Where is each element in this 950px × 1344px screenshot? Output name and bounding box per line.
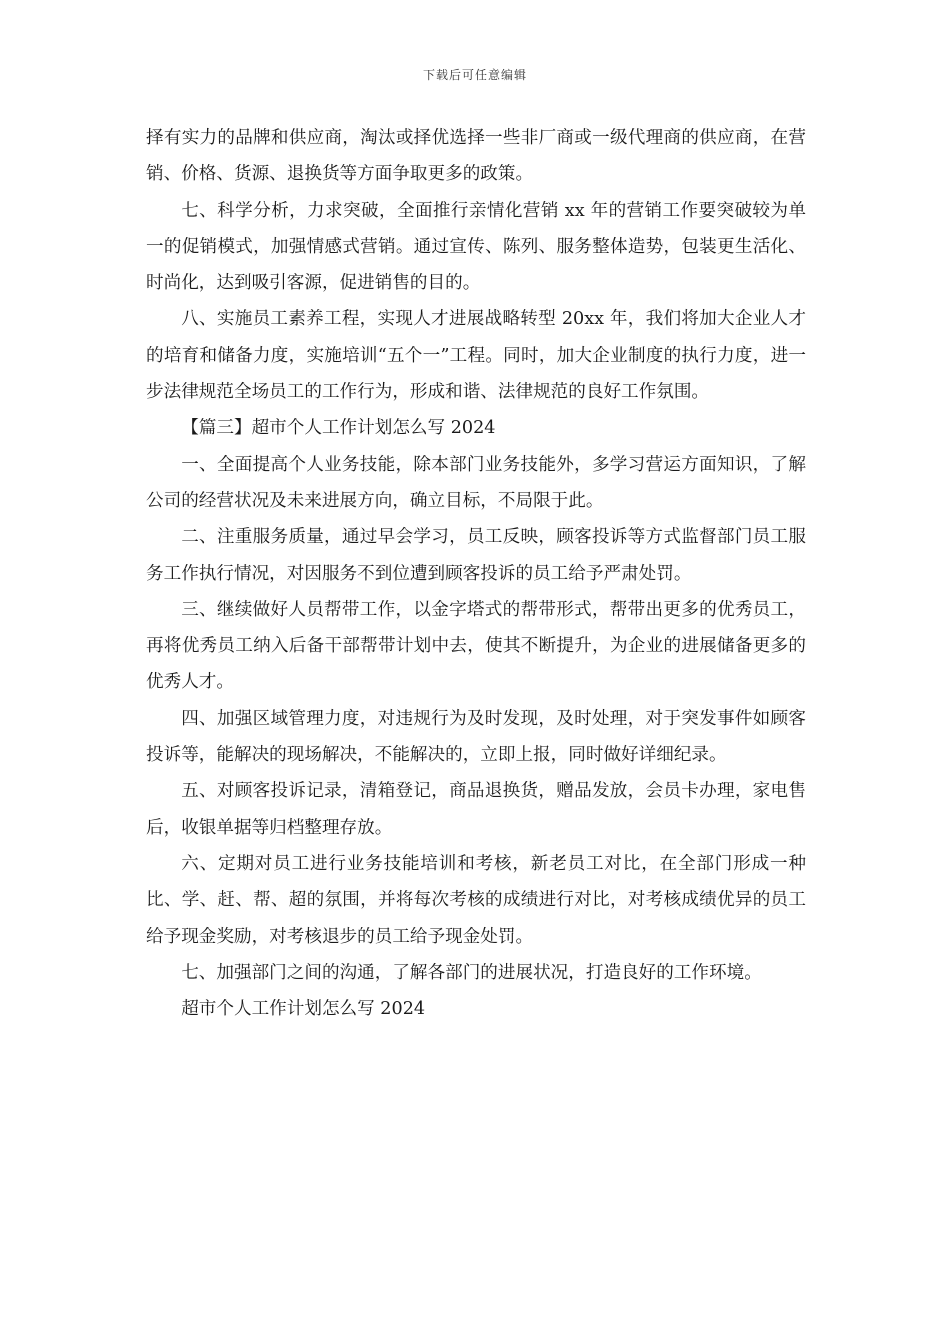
paragraph-continuation: 择有实力的品牌和供应商，淘汰或择优选择一些非厂商或一级代理商的供应商，在营销、价格、货源、退换货等方面争取更多的政策。: [146, 128, 806, 185]
paragraph-item-6: 六、定期对员工进行业务技能培训和考核，新老员工对比，在全部门形成一种比、学、赶、帮、超的氛围，并将每次考核的成绩进行对比，对考核成绩优异的员工给予现金奖励，对考核退步的员工给予现金处罚。: [146, 853, 806, 947]
header-note: 下载后可任意编辑: [422, 68, 527, 82]
paragraph-item-4: 四、加强区域管理力度，对违规行为及时发现，及时处理，对于突发事件如顾客投诉等，能解决的现场解决，不能解决的，立即上报，同时做好详细纪录。: [146, 708, 806, 766]
paragraph-item-2: 二、注重服务质量，通过早会学习，员工反映，顾客投诉等方式监督部门员工服务工作执行情况，对因服务不到位遭到顾客投诉的员工给予严肃处罚。: [146, 527, 806, 584]
closing-title: 超市个人工作计划怎么写 2024: [181, 999, 426, 1020]
paragraph-item-5: 五、对顾客投诉记录，清箱登记，商品退换货，赠品发放，会员卡办理，家电售后，收银单据等归档整理存放。: [146, 781, 806, 838]
paragraph-item-3: 三、继续做好人员帮带工作，以金字塔式的帮带形式，帮带出更多的优秀员工，再将优秀员工纳入后备干部帮带计划中去，使其不断提升，为企业的进展储备更多的优秀人才。: [146, 599, 806, 693]
paragraph-item-1: 一、全面提高个人业务技能，除本部门业务技能外，多学习营运方面知识，了解公司的经营状况及未来进展方向，确立目标，不局限于此。: [146, 454, 806, 511]
paragraph-section-7: 七、科学分析，力求突破，全面推行亲情化营销 xx 年的营销工作要突破较为单一的促销模式，加强情感式营销。通过宣传、陈列、服务整体造势，包装更生活化、时尚化，达到吸引客源，促进销售的目的。: [146, 200, 806, 294]
paragraph-section-8: 八、实施员工素养工程，实现人才进展战略转型 20xx 年，我们将加大企业人才的培育和储备力度，实施培训“五个一”工程。同时，加大企业制度的执行力度，进一步法律规范全场员工的工作行为，形成和谐、法律规范的良好工作氛围。: [146, 309, 806, 403]
section-heading: 【篇三】超市个人工作计划怎么写 2024: [181, 418, 496, 439]
document-body: [146, 120, 806, 1027]
paragraph-item-7: 七、加强部门之间的沟通，了解各部门的进展状况，打造良好的工作环境。: [181, 962, 762, 983]
